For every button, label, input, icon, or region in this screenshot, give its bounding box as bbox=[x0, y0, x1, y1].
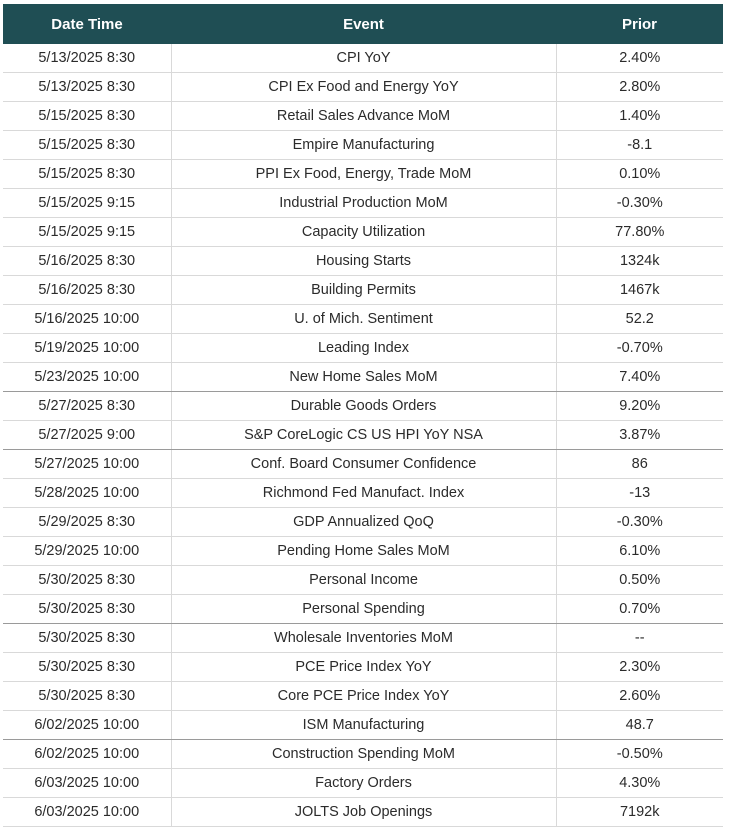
table-row bbox=[3, 740, 723, 769]
cell-date-time: 5/16/2025 8:30 bbox=[3, 247, 171, 276]
cell-date-time: 5/19/2025 10:00 bbox=[3, 334, 171, 363]
cell-prior: -8.1 bbox=[556, 131, 723, 160]
cell-date-time: 6/03/2025 10:00 bbox=[3, 769, 171, 798]
table-row bbox=[3, 160, 723, 189]
cell-date-time: 5/23/2025 10:00 bbox=[3, 363, 171, 392]
cell-event: Housing Starts bbox=[171, 247, 556, 276]
cell-date-time: 5/27/2025 9:00 bbox=[3, 421, 171, 450]
cell-event: S&P CoreLogic CS US HPI YoY NSA bbox=[171, 421, 556, 450]
table-row bbox=[3, 479, 723, 508]
cell-prior: -0.30% bbox=[556, 189, 723, 218]
cell-date-time: 5/13/2025 8:30 bbox=[3, 44, 171, 73]
cell-prior: -13 bbox=[556, 479, 723, 508]
header-row bbox=[3, 4, 723, 44]
table-row bbox=[3, 653, 723, 682]
table-row bbox=[3, 711, 723, 740]
cell-date-time: 5/29/2025 8:30 bbox=[3, 508, 171, 537]
table-row bbox=[3, 44, 723, 73]
cell-event: PCE Price Index YoY bbox=[171, 653, 556, 682]
cell-prior: 2.60% bbox=[556, 682, 723, 711]
cell-event: Richmond Fed Manufact. Index bbox=[171, 479, 556, 508]
cell-event: Industrial Production MoM bbox=[171, 189, 556, 218]
table-row bbox=[3, 624, 723, 653]
cell-event: Wholesale Inventories MoM bbox=[171, 624, 556, 653]
table-row bbox=[3, 305, 723, 334]
cell-date-time: 5/15/2025 8:30 bbox=[3, 160, 171, 189]
table-row bbox=[3, 508, 723, 537]
cell-prior: 0.50% bbox=[556, 566, 723, 595]
cell-prior: 7.40% bbox=[556, 363, 723, 392]
cell-event: Building Permits bbox=[171, 276, 556, 305]
table-row bbox=[3, 247, 723, 276]
cell-event: Leading Index bbox=[171, 334, 556, 363]
cell-event: Factory Orders bbox=[171, 769, 556, 798]
cell-prior: 1467k bbox=[556, 276, 723, 305]
cell-event: Durable Goods Orders bbox=[171, 392, 556, 421]
cell-date-time: 5/15/2025 8:30 bbox=[3, 102, 171, 131]
cell-event: Retail Sales Advance MoM bbox=[171, 102, 556, 131]
cell-prior: 9.20% bbox=[556, 392, 723, 421]
cell-event: U. of Mich. Sentiment bbox=[171, 305, 556, 334]
cell-date-time: 6/02/2025 10:00 bbox=[3, 740, 171, 769]
cell-event: Conf. Board Consumer Confidence bbox=[171, 450, 556, 479]
cell-date-time: 5/15/2025 8:30 bbox=[3, 131, 171, 160]
cell-event: Construction Spending MoM bbox=[171, 740, 556, 769]
table-row bbox=[3, 334, 723, 363]
table-row bbox=[3, 392, 723, 421]
cell-event: New Home Sales MoM bbox=[171, 363, 556, 392]
cell-prior: -0.50% bbox=[556, 740, 723, 769]
economic-calendar-table bbox=[3, 4, 723, 827]
cell-date-time: 5/30/2025 8:30 bbox=[3, 653, 171, 682]
table-row bbox=[3, 421, 723, 450]
cell-event: JOLTS Job Openings bbox=[171, 798, 556, 827]
cell-prior: -0.30% bbox=[556, 508, 723, 537]
cell-date-time: 5/15/2025 9:15 bbox=[3, 218, 171, 247]
cell-date-time: 5/16/2025 10:00 bbox=[3, 305, 171, 334]
cell-prior: -0.70% bbox=[556, 334, 723, 363]
table-row bbox=[3, 798, 723, 827]
header-date-time: Date Time bbox=[3, 4, 171, 44]
cell-date-time: 5/29/2025 10:00 bbox=[3, 537, 171, 566]
cell-prior: 52.2 bbox=[556, 305, 723, 334]
cell-date-time: 5/27/2025 10:00 bbox=[3, 450, 171, 479]
cell-prior: 2.30% bbox=[556, 653, 723, 682]
table-row bbox=[3, 682, 723, 711]
table-row bbox=[3, 189, 723, 218]
cell-date-time: 5/30/2025 8:30 bbox=[3, 624, 171, 653]
cell-date-time: 5/15/2025 9:15 bbox=[3, 189, 171, 218]
cell-event: PPI Ex Food, Energy, Trade MoM bbox=[171, 160, 556, 189]
cell-prior: 0.10% bbox=[556, 160, 723, 189]
cell-prior: -- bbox=[556, 624, 723, 653]
table-row bbox=[3, 363, 723, 392]
cell-prior: 0.70% bbox=[556, 595, 723, 624]
table-row bbox=[3, 450, 723, 479]
table-row bbox=[3, 102, 723, 131]
table-body bbox=[3, 44, 723, 827]
cell-prior: 1.40% bbox=[556, 102, 723, 131]
table-row bbox=[3, 276, 723, 305]
cell-date-time: 6/02/2025 10:00 bbox=[3, 711, 171, 740]
cell-event: Personal Spending bbox=[171, 595, 556, 624]
cell-event: CPI YoY bbox=[171, 44, 556, 73]
cell-event: Pending Home Sales MoM bbox=[171, 537, 556, 566]
cell-event: GDP Annualized QoQ bbox=[171, 508, 556, 537]
cell-date-time: 5/13/2025 8:30 bbox=[3, 73, 171, 102]
cell-prior: 4.30% bbox=[556, 769, 723, 798]
cell-event: Empire Manufacturing bbox=[171, 131, 556, 160]
table-row bbox=[3, 566, 723, 595]
cell-date-time: 5/16/2025 8:30 bbox=[3, 276, 171, 305]
cell-prior: 3.87% bbox=[556, 421, 723, 450]
cell-date-time: 6/03/2025 10:00 bbox=[3, 798, 171, 827]
cell-event: ISM Manufacturing bbox=[171, 711, 556, 740]
cell-prior: 2.40% bbox=[556, 44, 723, 73]
cell-prior: 48.7 bbox=[556, 711, 723, 740]
cell-date-time: 5/27/2025 8:30 bbox=[3, 392, 171, 421]
table-row bbox=[3, 131, 723, 160]
table-row bbox=[3, 769, 723, 798]
cell-prior: 2.80% bbox=[556, 73, 723, 102]
table-row bbox=[3, 537, 723, 566]
economic-calendar bbox=[3, 4, 723, 827]
cell-date-time: 5/30/2025 8:30 bbox=[3, 566, 171, 595]
table-row bbox=[3, 218, 723, 247]
cell-date-time: 5/28/2025 10:00 bbox=[3, 479, 171, 508]
cell-event: Personal Income bbox=[171, 566, 556, 595]
cell-date-time: 5/30/2025 8:30 bbox=[3, 595, 171, 624]
table-row bbox=[3, 595, 723, 624]
cell-prior: 86 bbox=[556, 450, 723, 479]
cell-prior: 1324k bbox=[556, 247, 723, 276]
header-event: Event bbox=[171, 4, 556, 44]
cell-prior: 6.10% bbox=[556, 537, 723, 566]
cell-event: CPI Ex Food and Energy YoY bbox=[171, 73, 556, 102]
cell-event: Capacity Utilization bbox=[171, 218, 556, 247]
header-prior: Prior bbox=[556, 4, 723, 44]
table-header bbox=[3, 4, 723, 44]
cell-prior: 77.80% bbox=[556, 218, 723, 247]
cell-event: Core PCE Price Index YoY bbox=[171, 682, 556, 711]
cell-date-time: 5/30/2025 8:30 bbox=[3, 682, 171, 711]
table-row bbox=[3, 73, 723, 102]
cell-prior: 7192k bbox=[556, 798, 723, 827]
